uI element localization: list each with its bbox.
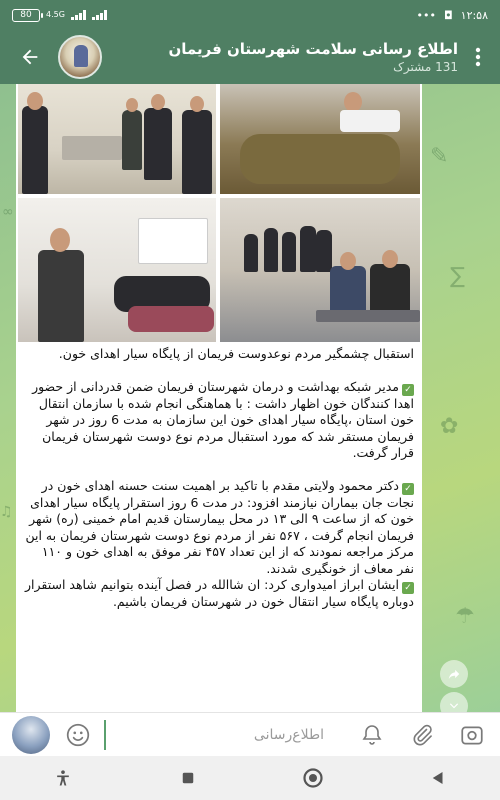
bell-icon [360,723,384,747]
post-photo[interactable] [18,198,216,342]
clock: ۱۲:۵۸ [460,8,488,22]
channel-info[interactable] [102,40,468,74]
more-vert-icon [475,47,481,67]
emoji-icon [65,722,91,748]
subscriber-count: 131 مشترک [393,60,458,74]
status-right [416,9,488,22]
camera-icon [459,722,485,748]
nav-home-button[interactable] [293,758,333,798]
battery-level: 80 [20,10,32,20]
dots-icon: ••• [416,8,436,22]
recents-icon [179,769,197,787]
doodle-icon: ∞ [2,204,14,220]
post-paragraph: ✓دکتر محمود ولایتی مقدم با تاکید بر اهمیت سنت حسنه اهدای خون در نجات جان بیماران نیازمند افزود: در مدت 6 روز استقرار پایگاه سیار اهدای خون که از ساعت ۹ الی ۱۳ در محل بیمارستان قدیم امام خمینی (ره) شهر فریمان انجام گرفت ، ۵۶۷ نفر از مردم نوع دوست شهرستان فریمان به این مرکز مراجعه نمودند که از این تعداد ۴۵۷ نفر موفق به اهدای خون و ۱۱۰ نفر معاف از خونگیری شدند. [25,477,414,576]
notification-icon: ◘ [443,8,453,22]
message-input[interactable] [104,720,328,750]
doodle-icon: ∑ [450,264,465,289]
post-photo[interactable] [18,84,216,194]
check-icon: ✓ [402,384,414,396]
status-bar [0,0,500,30]
message-input-bar [0,712,500,756]
status-left [12,9,107,22]
check-icon: ✓ [402,483,414,495]
post-paragraph: استقبال چشمگیر مردم نوعدوست فریمان از پایگاه سیار اهدای خون. [58,346,414,361]
camera-button[interactable] [456,719,488,751]
system-nav-bar [0,756,500,800]
mute-button[interactable] [356,719,388,751]
signal-icon-2 [92,10,107,20]
post-photo[interactable] [220,198,420,342]
more-options-button[interactable] [468,39,488,75]
photo-grid[interactable] [16,84,422,342]
back-triangle-icon [429,769,447,787]
scroll-down-button[interactable] [440,692,468,712]
channel-header [0,30,500,84]
signal-icon [71,10,86,20]
back-arrow-icon [19,46,41,68]
share-icon [447,667,461,681]
attach-icon [410,723,434,747]
doodle-icon: ☂ [455,604,475,629]
attach-button[interactable] [406,719,438,751]
share-button[interactable] [440,660,468,688]
chat-area[interactable] [0,84,500,712]
doodle-icon: ✿ [440,414,459,439]
channel-title: اطلاع رسانی سلامت شهرستان فریمان [168,40,458,58]
emoji-button[interactable] [62,719,94,751]
user-avatar[interactable] [12,716,50,754]
doodle-icon: ♫ [0,504,13,520]
post-text [24,346,414,627]
nav-accessibility-button[interactable] [43,758,83,798]
home-icon [301,766,325,790]
post-paragraph: ✓مدیر شبکه بهداشت و درمان شهرستان فریمان ضمن قدردانی از حضور اهدا کنندگان خون اظهار داشت : با هماهنگی انجام شده با سازمان انتقال خون استان ،پایگاه سیار اهدای خون این سازمان به مدت 6 روز در شهر فریمان مستقر شد که مورد استقبال مردم نوع دوست شهرستان فریمان قرار گرفت. [32,378,414,460]
nav-recents-button[interactable] [168,758,208,798]
accessibility-icon [53,768,73,788]
nav-back-button[interactable] [418,758,458,798]
back-button[interactable] [12,39,48,75]
post-photo[interactable] [220,84,420,194]
post-paragraph: ✓ایشان ابراز امیدواری کرد: ان شاالله در فصل آینده بتوانیم شاهد استقرار دوباره پایگاه سیار انتقال خون در شهرستان فریمان باشیم. [24,577,414,609]
channel-post[interactable] [16,84,422,712]
doodle-icon: ✎ [430,144,449,169]
network-type: 4.5G [46,10,65,19]
check-icon: ✓ [402,582,414,594]
battery-icon [12,9,40,22]
arrow-down-icon [447,699,461,712]
channel-avatar[interactable] [58,35,102,79]
